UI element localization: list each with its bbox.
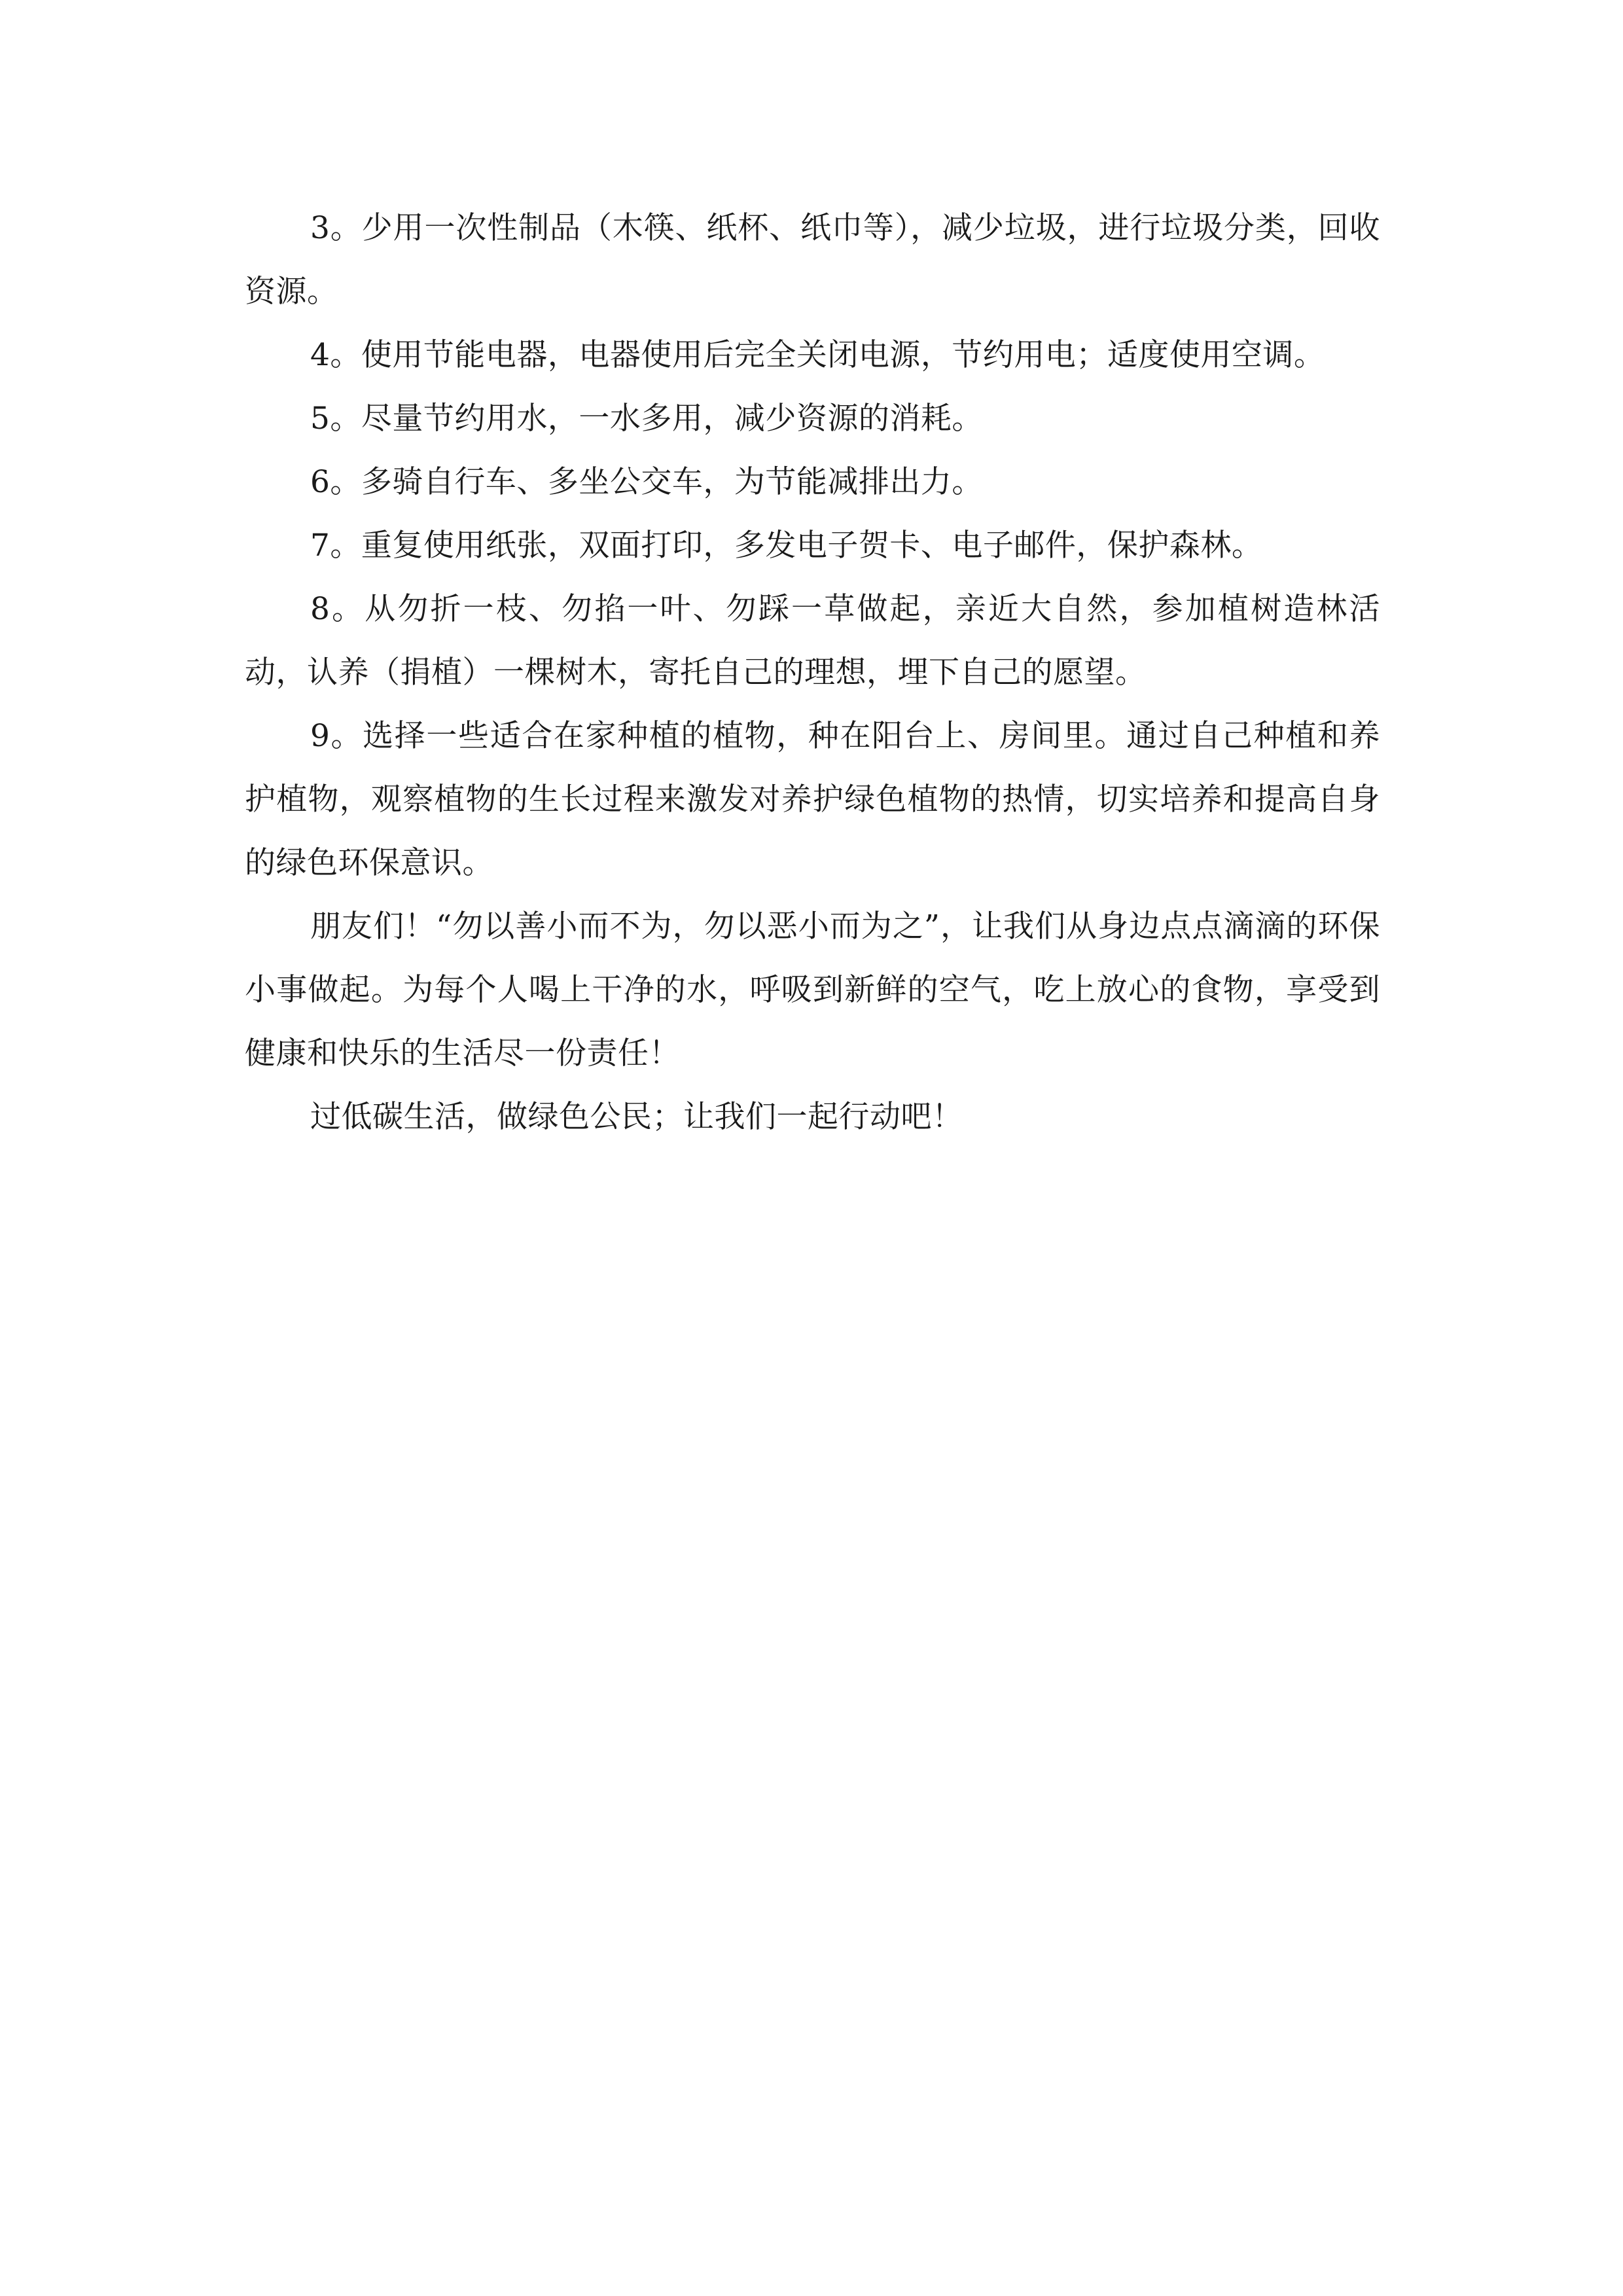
paragraph-appeal: 朋友们！“勿以善小而不为，勿以恶小而为之”，让我们从身边点点滴滴的环保小事做起。为每个人喝上干净的水，呼吸到新鲜的空气，吃上放心的食物，享受到健康和快乐的生活尽一份责任！ (245, 908, 1380, 1071)
paragraph-item-5: 5。尽量节约用水，一水多用，减少资源的消耗。 (310, 401, 983, 437)
paragraph-item-6: 6。多骑自行车、多坐公交车，为节能减排出力。 (310, 464, 983, 500)
paragraph-item-9: 9。选择一些适合在家种植的植物，种在阳台上、房间里。通过自己种植和养护植物，观察植物的生长过程来激发对养护绿色植物的热情，切实培养和提高自身的绿色环保意识。 (245, 718, 1380, 881)
paragraph-item-8: 8。从勿折一枝、勿掐一叶、勿踩一草做起，亲近大自然，参加植树造林活动，认养（捐植）一棵树木，寄托自己的理想，埋下自己的愿望。 (245, 591, 1380, 691)
paragraph-closing-slogan: 过低碳生活，做绿色公民；让我们一起行动吧！ (310, 1099, 963, 1135)
document-body (245, 196, 1380, 1149)
paragraph-item-4: 4。使用节能电器，电器使用后完全关闭电源，节约用电；适度使用空调。 (310, 337, 1325, 373)
paragraph-item-3: 3。少用一次性制品（木筷、纸杯、纸巾等），减少垃圾，进行垃圾分类，回收资源。 (245, 210, 1380, 310)
paragraph-item-7: 7。重复使用纸张，双面打印，多发电子贺卡、电子邮件，保护森林。 (310, 528, 1263, 564)
